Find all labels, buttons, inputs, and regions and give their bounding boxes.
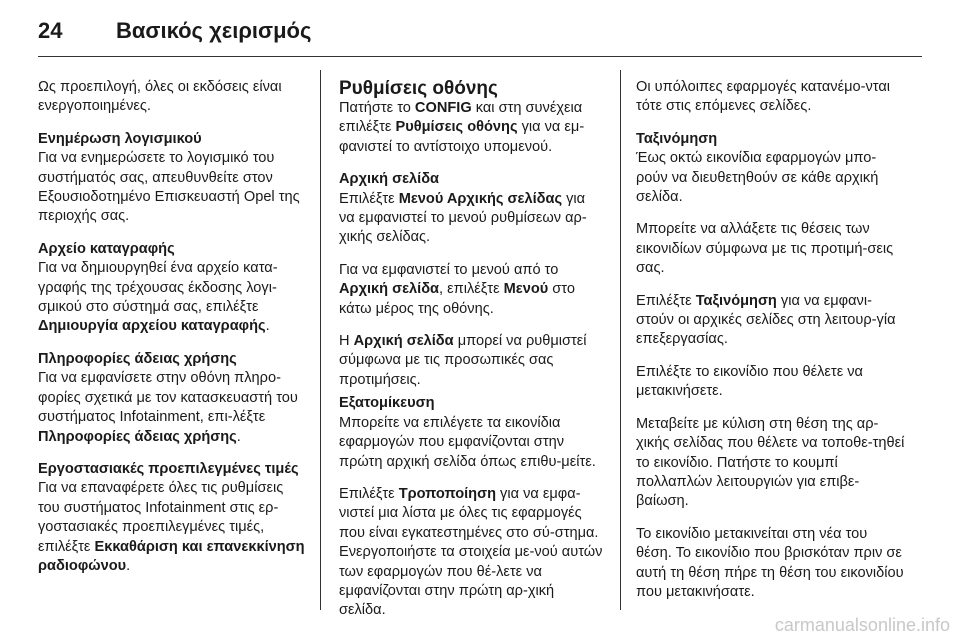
paragraph	[339, 332, 604, 390]
column-divider	[320, 70, 321, 610]
section-title: Ρυθμίσεις οθόνης	[339, 78, 498, 99]
section-heading: Αρχική σελίδα	[339, 171, 440, 188]
section-heading: Ταξινόμηση	[636, 130, 718, 147]
menu-option-label: Τροποποίηση	[398, 485, 496, 502]
text: για να εμφανι-στούν οι αρχικές σελίδες στη λειτουρ-γία επεξεργασίας.	[636, 292, 896, 348]
punctuation: .	[265, 318, 270, 335]
section-text: Για να επαναφέρετε όλες τις ρυθμίσεις του συστήματος Infotainment στις ερ-γοστασιακές προεπιλεγμένες τιμές, επιλέξτε	[38, 480, 284, 555]
punctuation: .	[236, 428, 241, 445]
page-title: Βασικός χειρισμός	[116, 18, 312, 43]
section-heading: Αρχείο καταγραφής	[38, 240, 175, 257]
section-text: Μπορείτε να επιλέγετε τα εικονίδια εφαρμογών που εμφανίζονται στην πρώτη αρχική σελίδα όπως επιθυ-μείτε.	[339, 414, 596, 470]
paragraph	[339, 485, 604, 621]
section-text: Για να δημιουργηθεί ένα αρχείο κατα-γραφής της τρέχουσας έκδοσης λογι-σμικού στο σύστημά σας, επιλέξτε	[38, 260, 278, 316]
column-divider	[620, 70, 621, 610]
text: στο κάτω μέρος της οθόνης.	[339, 281, 575, 317]
intro-paragraph: Ως προεπιλογή, όλες οι εκδόσεις είναι ενεργοποιημένες.	[38, 79, 282, 115]
section-heading: Ενημέρωση λογισμικού	[38, 130, 202, 147]
menu-option-label: Μενού	[503, 281, 549, 298]
text: για να εμ-φανιστεί το αντίστοιχο υπομενού.	[339, 119, 585, 155]
section-log-file	[38, 240, 306, 337]
section-text: Για να εμφανίσετε στην οθόνη πληρο-φορίες σχετικά με τον κατασκευαστή του συστήματος Infotainment, επι-λέξτε	[38, 370, 298, 426]
section-factory-defaults	[38, 460, 306, 576]
column-left	[38, 78, 306, 589]
menu-option-label: Αρχική σελίδα	[339, 281, 440, 298]
section-customization	[339, 394, 604, 472]
text: Για να εμφανιστεί το μενού από το	[339, 261, 559, 278]
paragraph: Μπορείτε να αλλάξετε τις θέσεις των εικονιδίων σύμφωνα με τις προτιμή-σεις σας.	[636, 221, 894, 277]
paragraph	[636, 292, 906, 350]
section-home-page	[339, 170, 604, 248]
paragraph: Οι υπόλοιπες εφαρμογές κατανέμο-νται τότε στις επόμενες σελίδες.	[636, 79, 891, 115]
page-header	[38, 14, 311, 48]
menu-option-label: Δημιουργία αρχείου καταγραφής	[38, 318, 266, 335]
section-heading: Πληροφορίες άδειας χρήσης	[38, 350, 237, 367]
text: και στη συνέχεια επιλέξτε	[339, 100, 583, 136]
text: για να εμφα-νιστεί μια λίστα με όλες τις εφαρμογές που είναι εγκατεστημένες στο σύ-στημα. Ενεργοποιήστε τα στοιχεία με-νού αυτών των εφαρμογών που θέ-λετε να εμφανίζονται στην πρώτη αρ-χική σελίδα.	[339, 485, 603, 619]
paragraph: Μεταβείτε με κύλιση στη θέση της αρ-χικής σελίδας που θέλετε να τοποθε-τηθεί το εικονίδιο. Πατήστε το κουμπί πολλαπλών λειτουργιών για επιβε-βαίωση.	[636, 415, 905, 510]
menu-option-label: Εκκαθάριση και επανεκκίνηση ραδιοφώνου	[38, 538, 305, 574]
section-heading: Εξατομίκευση	[339, 395, 435, 412]
menu-option-label: Μενού Αρχικής σελίδας	[398, 190, 563, 207]
header-rule	[38, 56, 922, 57]
section-software-update	[38, 130, 306, 227]
menu-option-label: Αρχική σελίδα	[353, 333, 454, 350]
section-license-info	[38, 350, 306, 447]
menu-option-label: Ταξινόμηση	[695, 292, 777, 309]
section-text: Έως οκτώ εικονίδια εφαρμογών μπο-ρούν να διευθετηθούν σε κάθε αρχική σελίδα.	[636, 150, 879, 206]
page-number: 24	[38, 18, 63, 43]
text: μπορεί να ρυθμιστεί σύμφωνα με τις προσωπικές σας προτιμήσεις.	[339, 333, 587, 388]
paragraph: Επιλέξτε το εικονίδιο που θέλετε να μετακινήσετε.	[636, 363, 863, 400]
watermark: carmanualsonline.info	[774, 615, 950, 635]
section-text: Για να ενημερώσετε το λογισμικό του συστήματός σας, απευθυνθείτε στον Εξουσιοδοτημένο Επισκευαστή Opel της περιοχής σας.	[38, 150, 300, 225]
text: Επιλέξτε	[339, 190, 399, 207]
button-label: CONFIG	[414, 100, 472, 116]
text: , επιλέξτε	[439, 281, 504, 298]
text: για να εμφανιστεί το μενού ρυθμίσεων αρ-χικής σελίδας.	[339, 190, 587, 246]
text: Πατήστε το	[339, 100, 415, 116]
punctuation: .	[126, 557, 131, 574]
display-settings-intro	[339, 99, 604, 157]
column-right	[636, 78, 906, 615]
paragraph: Το εικονίδιο μετακινείται στη νέα του θέση. Το εικονίδιο που βρισκόταν πριν σε αυτή τη θέση πήρε τη θέση του εικονιδίου που μετακινήσατε.	[636, 525, 904, 600]
text: Επιλέξτε	[636, 292, 696, 309]
menu-option-label: Πληροφορίες άδειας χρήσης	[38, 428, 237, 445]
menu-option-label: Ρυθμίσεις οθόνης	[395, 119, 518, 136]
section-heading: Εργοστασιακές προεπιλεγμένες τιμές	[38, 460, 299, 477]
text: Η	[339, 333, 354, 350]
column-middle	[339, 78, 604, 634]
text: Επιλέξτε	[339, 485, 399, 502]
section-sorting	[636, 130, 906, 208]
paragraph	[339, 261, 604, 319]
